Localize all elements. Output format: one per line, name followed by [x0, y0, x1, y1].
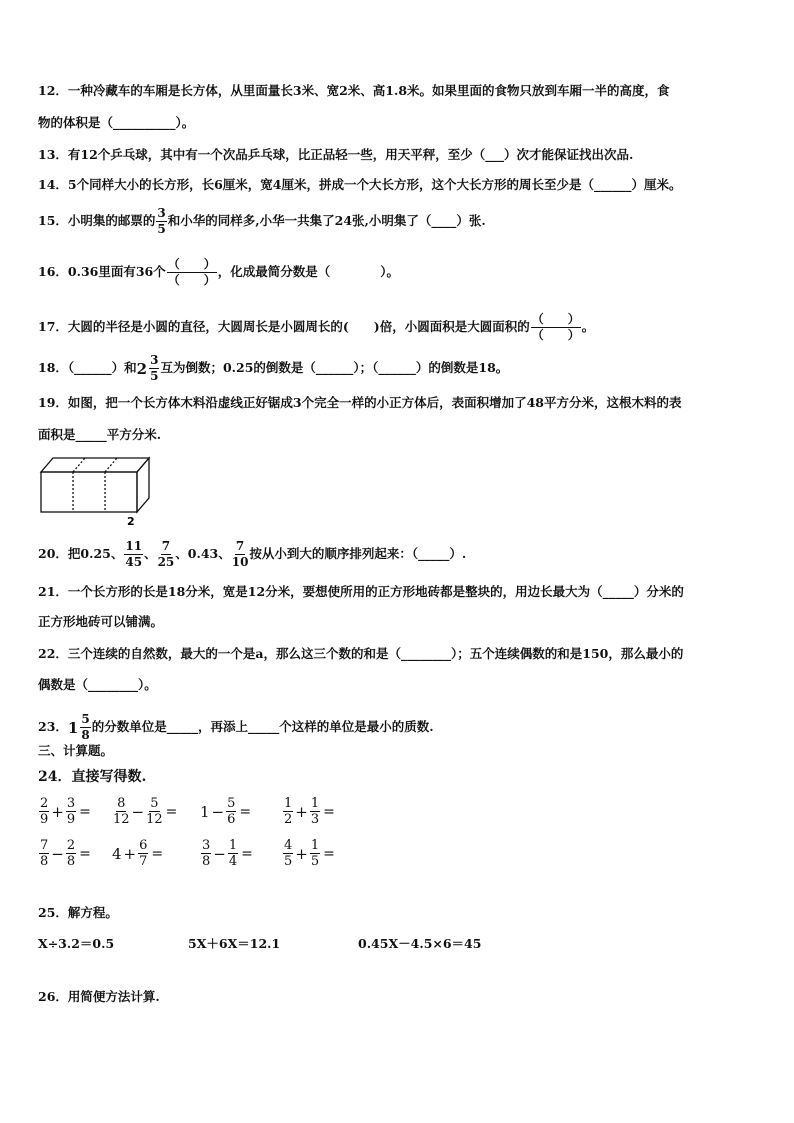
q23-den: 8	[81, 728, 90, 742]
q12-line2: 物的体积是（__________）。	[38, 115, 195, 130]
q17-blank-num: （ ）	[531, 312, 580, 326]
q17-blank-den: （ ）	[531, 328, 580, 342]
cut-lines	[73, 458, 117, 512]
q24-row1-item2: 8 12 − $\frac{5}{12}$ =	[113, 796, 178, 827]
q20-post: 按从小到大的顺序排列起来：（_____）.	[249, 546, 467, 561]
q24-title: 24．直接写得数.	[38, 769, 147, 785]
q24-row2-item4: 4 5 + $\frac{1}{5}$ =	[284, 838, 335, 869]
q25-equation-3: 0.45X－4.5×6＝45	[358, 936, 482, 951]
q16-pre: 16．0.36里面有36个	[38, 264, 166, 279]
q20-sep1: 、	[144, 546, 157, 561]
q24-row2-item1: 7 8 − $\frac{2}{8}$ =	[40, 838, 91, 869]
q20-f2-num: 7	[161, 539, 171, 553]
q15-post: 和小华的同样多,小华一共集了24张,小明集了（____）张.	[167, 213, 486, 228]
q15	[38, 206, 486, 237]
q23-mixed-number	[68, 712, 92, 743]
q18-num: 3	[150, 353, 159, 367]
q26: 26．用简便方法计算.	[38, 989, 160, 1004]
cuboid-right-face	[137, 458, 149, 512]
cuboid-front-face	[41, 472, 137, 512]
q24-row1-item3: 1 − $\frac{5}{6}$ =	[200, 796, 252, 827]
q23-num: 5	[81, 712, 90, 726]
q16-blank-fraction	[167, 257, 217, 288]
q16-blank-num: （ ）	[167, 257, 216, 271]
q20-f2-den: 25	[157, 555, 175, 569]
q16-blank-den: （ ）	[167, 273, 216, 287]
cuboid-top-face	[41, 458, 149, 472]
q24-row2-item3: 3 8 − $\frac{1}{4}$ =	[202, 838, 253, 869]
q15-fraction	[156, 206, 166, 237]
q16	[38, 257, 399, 288]
q14: 14．5个同样大小的长方形，长6厘米，宽4厘米，拼成一个大长方形，这个大长方形的周长至少是（______）厘米。	[38, 177, 682, 192]
q18-whole: 2	[136, 359, 148, 378]
q20-pre: 20．把0.25、	[38, 546, 124, 561]
q20-f3-num: 7	[235, 539, 245, 553]
q12-line1: 12．一种冷藏车的车厢是长方体，从里面量长3米、宽2米、高1.8米。如果里面的食物只放到车厢一半的高度，食	[38, 83, 670, 98]
q23-post: 的分数单位是_____，再添上_____个这样的单位是最小的质数.	[91, 719, 434, 734]
q19-cuboid-figure	[38, 452, 158, 528]
q19-line1: 19．如图，把一个长方体木料沿虚线正好锯成3个完全一样的小正方体后，表面积增加了48平方分米，这根木料的表	[38, 395, 682, 410]
q20-f1-den: 45	[125, 555, 143, 569]
q20-f1-num: 11	[125, 539, 143, 553]
q22-line1: 22．三个连续的自然数，最大的一个是a，那么这三个数的和是（________）；五个连续偶数的和是150，那么最小的	[38, 646, 684, 661]
q18	[38, 353, 508, 384]
q15-pre: 15．小明集的邮票的	[38, 213, 156, 228]
q25-equation-2: 5X＋6X＝12.1	[188, 936, 281, 951]
q18-post: 互为倒数；0.25的倒数是（______）；（______）的倒数是18。	[160, 360, 509, 375]
q16-post: ，化成最简分数是（ ）。	[217, 264, 400, 279]
q24-row1-item1: 2 9 + $\frac{3}{9}$ =	[40, 796, 91, 827]
q24-row1-item4: 1 2 + $\frac{1}{3}$ =	[284, 796, 335, 827]
q23-whole: 1	[67, 718, 79, 737]
q20-fraction-3	[232, 539, 249, 570]
q21-line1: 21．一个长方形的长是18分米，宽是12分米，要想使所用的正方形地砖都是整块的，用边长最大为（_____）分米的	[38, 584, 684, 599]
q17	[38, 312, 594, 343]
q23	[38, 712, 434, 743]
q22-line2: 偶数是（________）。	[38, 677, 157, 692]
q20-mid: 、0.43、	[175, 546, 231, 561]
q17-blank-fraction	[531, 312, 581, 343]
q20	[38, 539, 466, 570]
q18-pre: 18．（______）和	[38, 360, 137, 375]
q18-den: 5	[150, 369, 159, 383]
q17-pre: 17．大圆的半径是小圆的直径，大圆周长是小圆周长的( )倍，小圆面积是大圆面积的	[38, 319, 530, 334]
q20-fraction-1	[124, 539, 143, 570]
q18-mixed-number	[137, 353, 161, 384]
q20-f3-den: 10	[231, 555, 249, 569]
q18-fraction	[149, 353, 159, 384]
q15-num: 3	[157, 206, 166, 220]
q13: 13．有12个乒乓球，其中有一个次品乒乓球，比正品轻一些，用天平秤，至少（___）次才能保证找出次品.	[38, 147, 634, 162]
q21-line2: 正方形地砖可以铺满。	[38, 614, 164, 629]
q20-fraction-2	[158, 539, 175, 570]
q23-fraction	[80, 712, 90, 743]
section-3-heading: 三、计算题。	[38, 743, 114, 758]
q25-title: 25．解方程。	[38, 905, 118, 920]
q19-line2: 面积是_____平方分米.	[38, 427, 162, 442]
q23-pre: 23．	[38, 719, 68, 734]
q19-figure-label: 2	[127, 515, 135, 528]
q15-den: 5	[157, 222, 166, 236]
q17-post: 。	[581, 319, 595, 334]
q25-equation-1: X÷3.2＝0.5	[38, 936, 115, 951]
q24-row2-item2: 4 + $\frac{6}{7}$ =	[112, 838, 164, 869]
